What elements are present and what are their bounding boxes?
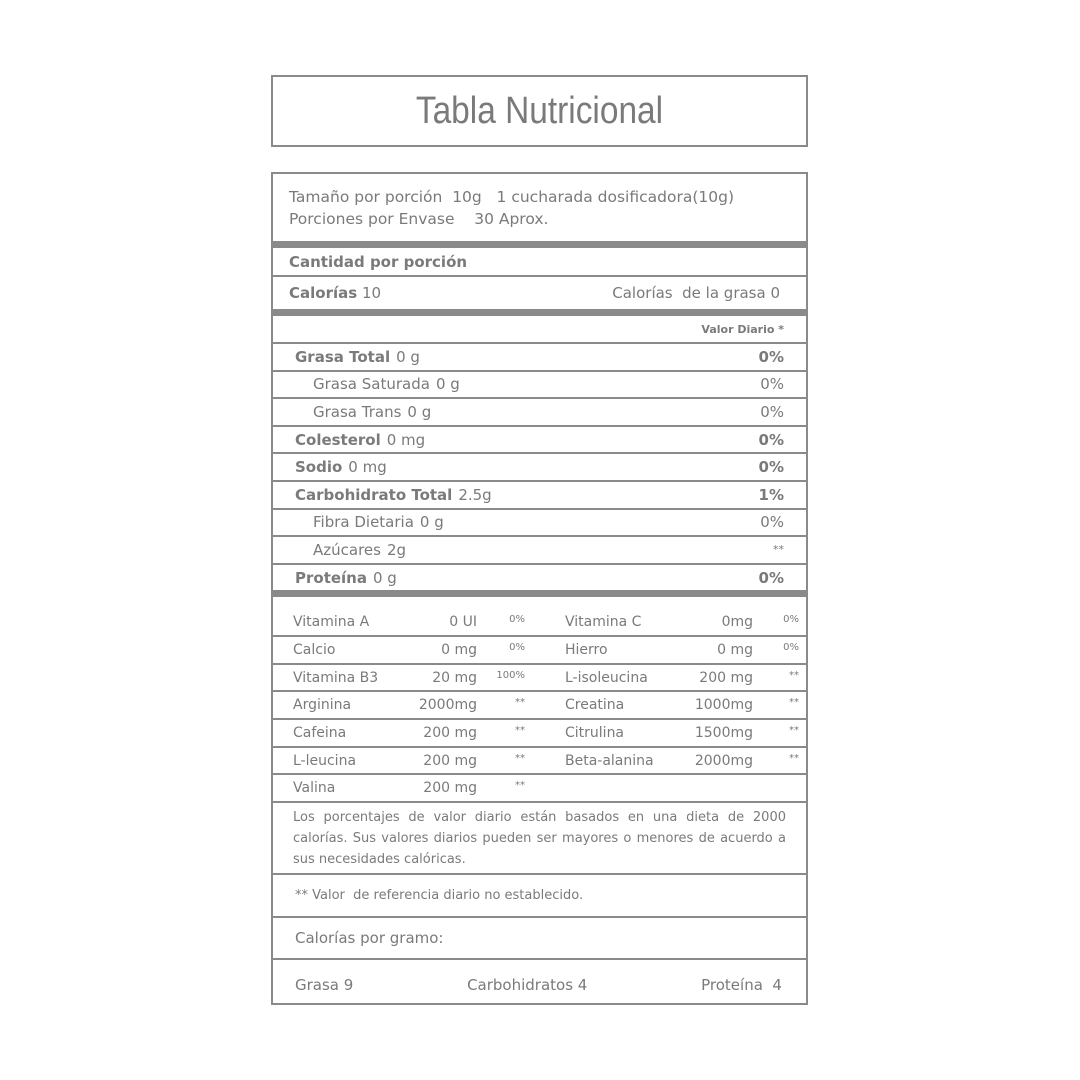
nutrient-name: Fibra Dietaria [313,513,414,532]
nutrient-row [273,427,806,455]
serving-info [273,174,806,248]
vitamin-name: Cafeina [293,724,347,741]
reference-note [273,875,806,918]
vitamin-daily-value: 0% [509,614,525,626]
footnote-text: Los porcentajes de valor diario están basados en una dieta de 2000 calorías. Sus valores diarios pueden ser mayores o menores de acuerdo a sus necesidades calóricas. [293,809,786,867]
vitamin-name: Calcio [293,641,336,658]
nutrient-daily-value: 0% [758,430,784,449]
vitamin-cell [293,642,525,658]
vitamin-amount: 2000mg [418,697,477,714]
nutrient-daily-value: 0% [758,347,784,366]
vitamin-row [273,665,806,693]
vitamin-name: Citrulina [565,724,625,741]
nutrient-name: Carbohidrato Total [295,485,453,504]
vitamin-amount: 200 mg [699,669,753,686]
amount-header-text: Cantidad por porción [289,252,468,271]
page-title: Tabla Nutricional [415,89,664,132]
vitamin-cell [293,670,525,686]
nutrient-amount: 2.5g [458,485,492,504]
vitamin-daily-value: 0% [509,641,525,653]
vitamin-cell [525,697,799,713]
vitamin-name: Arginina [293,697,352,714]
nutrient-daily-value: 0% [758,568,784,587]
vitamin-cell [525,670,799,686]
nutrient-row [273,537,806,565]
title-box [271,75,808,147]
vitamin-name: L-isoleucina [565,669,648,686]
calories-per-gram-header [273,918,806,960]
nutrition-table [271,172,808,1005]
vitamin-cell [525,753,799,769]
vitamin-amount: 0 mg [717,641,753,658]
nutrient-name: Azúcares [313,540,381,559]
nutrient-name: Grasa Saturada [313,375,430,394]
vitamin-row [273,692,806,720]
nutrient-name: Sodio [295,458,343,477]
vitamin-name: L-leucina [293,752,357,769]
nutrient-amount: 0 mg [348,458,387,477]
daily-value-footnote [273,803,806,875]
calories-per-gram-label: Calorías por gramo: [295,929,444,948]
vitamin-name: Vitamina A [293,614,370,631]
vitamin-daily-value: ** [789,669,799,681]
nutrient-amount: 0 g [407,402,432,421]
vitamin-daily-value: ** [515,697,525,709]
vitamin-cell [525,614,799,630]
vitamin-daily-value: ** [789,752,799,764]
vitamin-daily-value: ** [515,752,525,764]
nutrient-row [273,482,806,510]
vitamin-cell [525,725,799,741]
protein-per-gram: Proteína 4 [701,975,782,994]
vitamin-row [273,637,806,665]
nutrient-daily-value: 1% [758,485,784,504]
vitamin-daily-value: ** [789,724,799,736]
vitamin-row [273,748,806,776]
vitamin-cell [525,642,799,658]
nutrient-row [273,399,806,427]
vitamin-cell [293,697,525,713]
calories-value: 10 [361,284,382,302]
vitamin-daily-value: ** [789,697,799,709]
vitamin-amount: 0 mg [441,641,477,658]
nutrient-amount: 0 g [435,375,460,394]
vitamin-amount: 200 mg [423,752,477,769]
vitamin-amount: 0 UI [449,614,477,631]
vitamin-name: Beta-alanina [565,752,654,769]
nutrient-daily-value: 0% [760,375,784,394]
fat-calories: Calorías de la grasa 0 [612,284,780,302]
vitamin-name: Hierro [565,641,608,658]
spacer [273,597,806,609]
nutrient-row [273,510,806,538]
calories-label: Calorías [289,284,358,302]
vitamin-cell [293,614,525,630]
nutrient-name: Colesterol [295,430,381,449]
vitamin-amount: 1000mg [694,697,753,714]
amount-header [273,248,806,277]
vitamin-daily-value: ** [515,780,525,792]
reference-note-text: ** Valor de referencia diario no establecido. [295,888,584,904]
nutrient-row [273,344,806,372]
vitamin-name: Valina [293,780,336,797]
nutrient-amount: 0 g [419,513,444,532]
nutrient-row [273,565,806,593]
vitamin-name: Vitamina B3 [293,669,379,686]
daily-value-header-text: Valor Diario * [701,322,784,336]
vitamin-daily-value: 0% [783,614,799,626]
nutrient-daily-value: 0% [760,513,784,532]
vitamin-row [273,775,806,803]
calories-per-gram-values [273,960,806,1009]
nutrient-name: Grasa Total [295,347,391,366]
servings-per-container: Porciones por Envase 30 Aprox. [289,209,549,228]
nutrient-amount: 0 mg [386,430,426,449]
nutrient-list [273,344,806,592]
nutrient-name: Grasa Trans [313,402,402,421]
nutrient-amount: 0 g [372,568,397,587]
vitamin-amount: 200 mg [423,780,477,797]
vitamin-cell [293,780,540,796]
nutrient-daily-value: ** [773,543,784,557]
nutrient-row [273,454,806,482]
vitamin-list [273,609,806,803]
nutrient-daily-value: 0% [760,402,784,421]
nutrient-amount: 0 g [396,347,420,366]
calories-row [273,277,806,316]
vitamin-cell [293,753,525,769]
nutrient-daily-value: 0% [758,458,784,477]
nutrient-row [273,372,806,400]
vitamin-daily-value: 100% [496,669,525,681]
nutrient-name: Proteína [295,568,367,587]
fat-per-gram: Grasa 9 [295,975,354,994]
vitamin-row [273,609,806,637]
daily-value-header [273,316,806,344]
vitamin-amount: 0mg [721,614,753,631]
vitamin-amount: 20 mg [432,669,477,686]
vitamin-row [273,720,806,748]
vitamin-amount: 2000mg [694,752,753,769]
vitamin-cell [293,725,525,741]
vitamin-name: Vitamina C [565,614,642,631]
carbs-per-gram: Carbohidratos 4 [467,975,588,994]
vitamin-daily-value: ** [515,724,525,736]
nutrient-amount: 2g [386,540,407,559]
vitamin-daily-value: 0% [783,641,799,653]
vitamin-name: Creatina [565,697,625,714]
serving-size: Tamaño por porción 10g 1 cucharada dosificadora(10g) [289,187,734,206]
vitamin-amount: 1500mg [694,724,753,741]
vitamin-amount: 200 mg [423,724,477,741]
